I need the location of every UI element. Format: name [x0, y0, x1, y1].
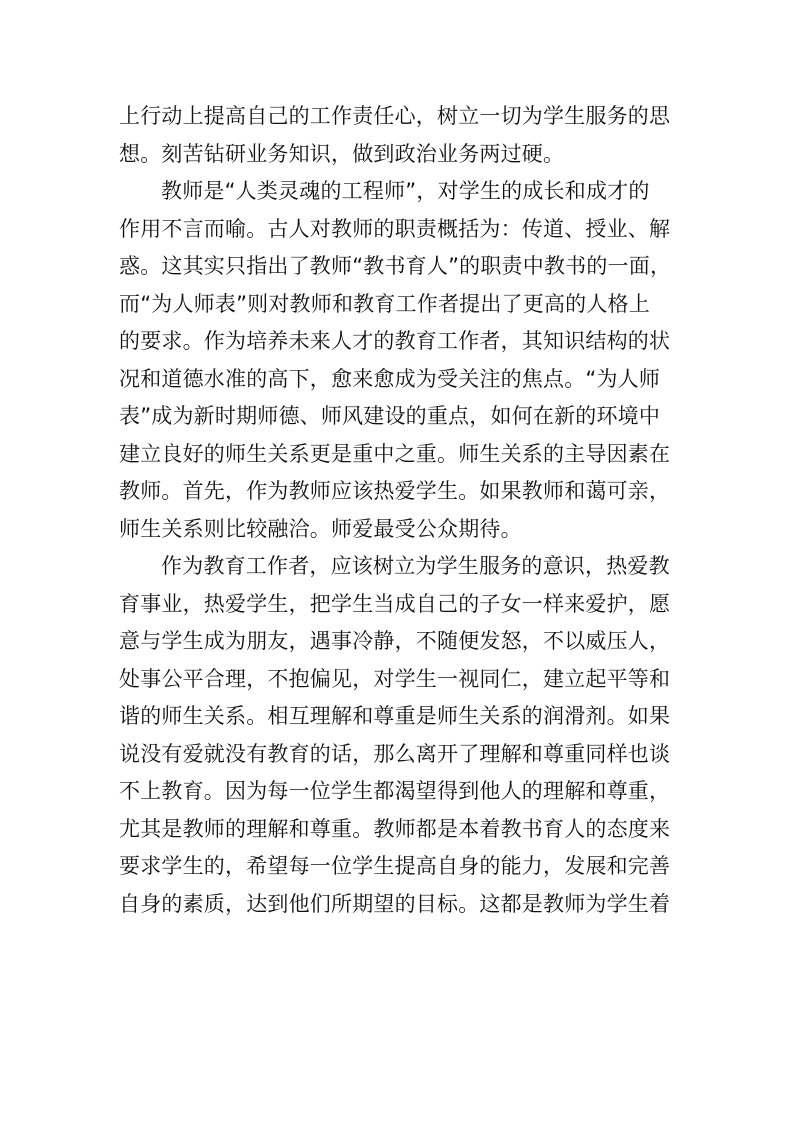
text-line: 尤其是教师的理解和尊重。教师都是本着教书育人的态度来 [119, 816, 671, 841]
text-line: 教师。首先，作为教师应该热爱学生。如果教师和蔼可亲， [119, 479, 671, 503]
text-line: 惑。这其实只指出了教师“教书育人”的职责中教书的一面， [119, 254, 672, 278]
text-line: 师生关系则比较融洽。师爱最受公众期待。 [119, 516, 522, 541]
text-line: 表”成为新时期师德、师风建设的重点，如何在新的环境中 [119, 404, 661, 428]
text-line: 意与学生成为朋友，遇事冷静，不随便发怒，不以威压人， [119, 629, 671, 653]
paragraph [119, 98, 679, 173]
text-line: 谐的师生关系。相互理解和尊重是师生关系的润滑剂。如果 [119, 704, 671, 728]
text-line: 教师是“人类灵魂的工程师”，对学生的成长和成才的 [161, 179, 650, 203]
text-line: 上行动上提高自己的工作责任心，树立一切为学生服务的思 [119, 104, 671, 128]
text-line: 而“为人师表”则对教师和教育工作者提出了更高的人格上 [119, 291, 650, 316]
text-line: 处事公平合理，不抱偏见，对学生一视同仁，建立起平等和 [119, 666, 671, 691]
text-line: 说没有爱就没有教育的话，那么离开了理解和尊重同样也谈 [119, 741, 671, 766]
paragraph [119, 548, 679, 923]
text-line: 的要求。作为培养未来人才的教育工作者，其知识结构的状 [119, 329, 671, 353]
text-line: 自身的素质，达到他们所期望的目标。这都是教师为学生着 [119, 891, 671, 916]
text-line: 想。刻苦钻研业务知识，做到政治业务两过硬。 [119, 141, 565, 166]
document-body [119, 98, 679, 923]
text-line: 建立良好的师生关系更是重中之重。师生关系的主导因素在 [119, 441, 671, 466]
paragraph [119, 173, 679, 548]
text-line: 要求学生的，希望每一位学生提高自身的能力，发展和完善 [119, 854, 671, 878]
text-line: 作用不言而喻。古人对教师的职责概括为：传道、授业、解 [119, 216, 671, 241]
text-line: 作为教育工作者，应该树立为学生服务的意识，热爱教 [161, 554, 670, 578]
text-line: 况和道德水准的高下，愈来愈成为受关注的焦点。“为人师 [119, 366, 661, 391]
text-line: 不上教育。因为每一位学生都渴望得到他人的理解和尊重， [119, 779, 671, 803]
text-line: 育事业，热爱学生，把学生当成自己的子女一样来爱护，愿 [119, 591, 671, 616]
